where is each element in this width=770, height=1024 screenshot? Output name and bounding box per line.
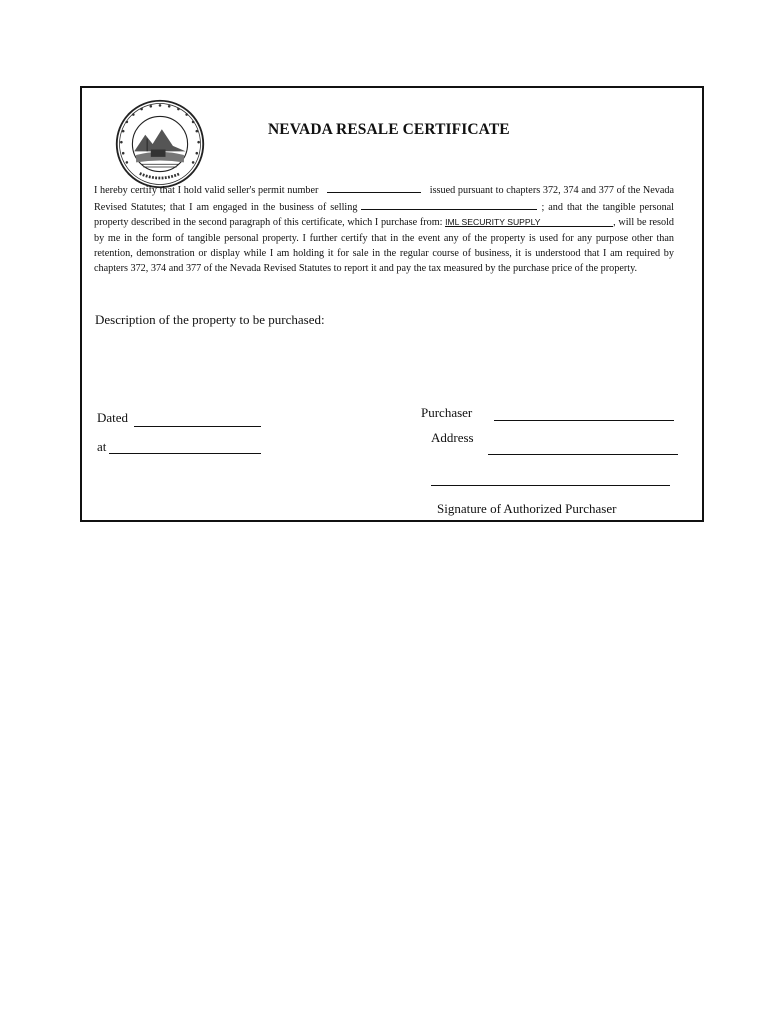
purchaser-label: Purchaser (421, 405, 473, 420)
purchaser-field[interactable] (494, 420, 674, 421)
resale-certificate-form (80, 86, 704, 522)
statement-text: ; and that the tangible personal property described in the second paragraph of this (94, 202, 675, 229)
location-field[interactable] (109, 453, 261, 454)
certification-statement (94, 181, 674, 276)
statement-text: issued pursuant to chapters 372, 374 (429, 185, 579, 196)
document-title: NEVADA RESALE CERTIFICATE (268, 121, 510, 138)
business-type-field[interactable] (361, 198, 537, 210)
great-seal-of-nevada-icon (114, 98, 206, 190)
property-description-label: Description of the property to be purchased: (95, 312, 325, 327)
address-label: Address (431, 430, 474, 445)
statement-text: certificate, which I purchase from: (301, 217, 443, 229)
signature-label: Signature of Authorized Purchaser (437, 501, 617, 516)
permit-number-field[interactable] (327, 181, 421, 193)
seller-field[interactable] (445, 215, 613, 227)
statement-text: I hereby certify that I hold valid seller's permit number (94, 185, 319, 196)
dated-label: Dated (97, 410, 129, 425)
address-field[interactable] (488, 454, 678, 455)
seller-name-value: IML SECURITY SUPPLY (445, 217, 541, 228)
statement-text: and 377 of the Nevada Revised Statutes; that I am engaged in the business of selling (94, 185, 675, 214)
at-label: at (97, 439, 107, 454)
signature-field[interactable] (431, 485, 670, 486)
statement-text: , will be resold by me in the form of tangible personal property. I further certify that in the event any of the property is used for any purpose other than retention, demonstration or display while I am holding it for sale in the regular course of business, it is understood that I am required by chapters 372, 374 and 377 of the Nevada Revised Statutes to report it and pay the tax measured by the purchase price of the property. (94, 217, 675, 275)
dated-field[interactable] (134, 426, 261, 427)
